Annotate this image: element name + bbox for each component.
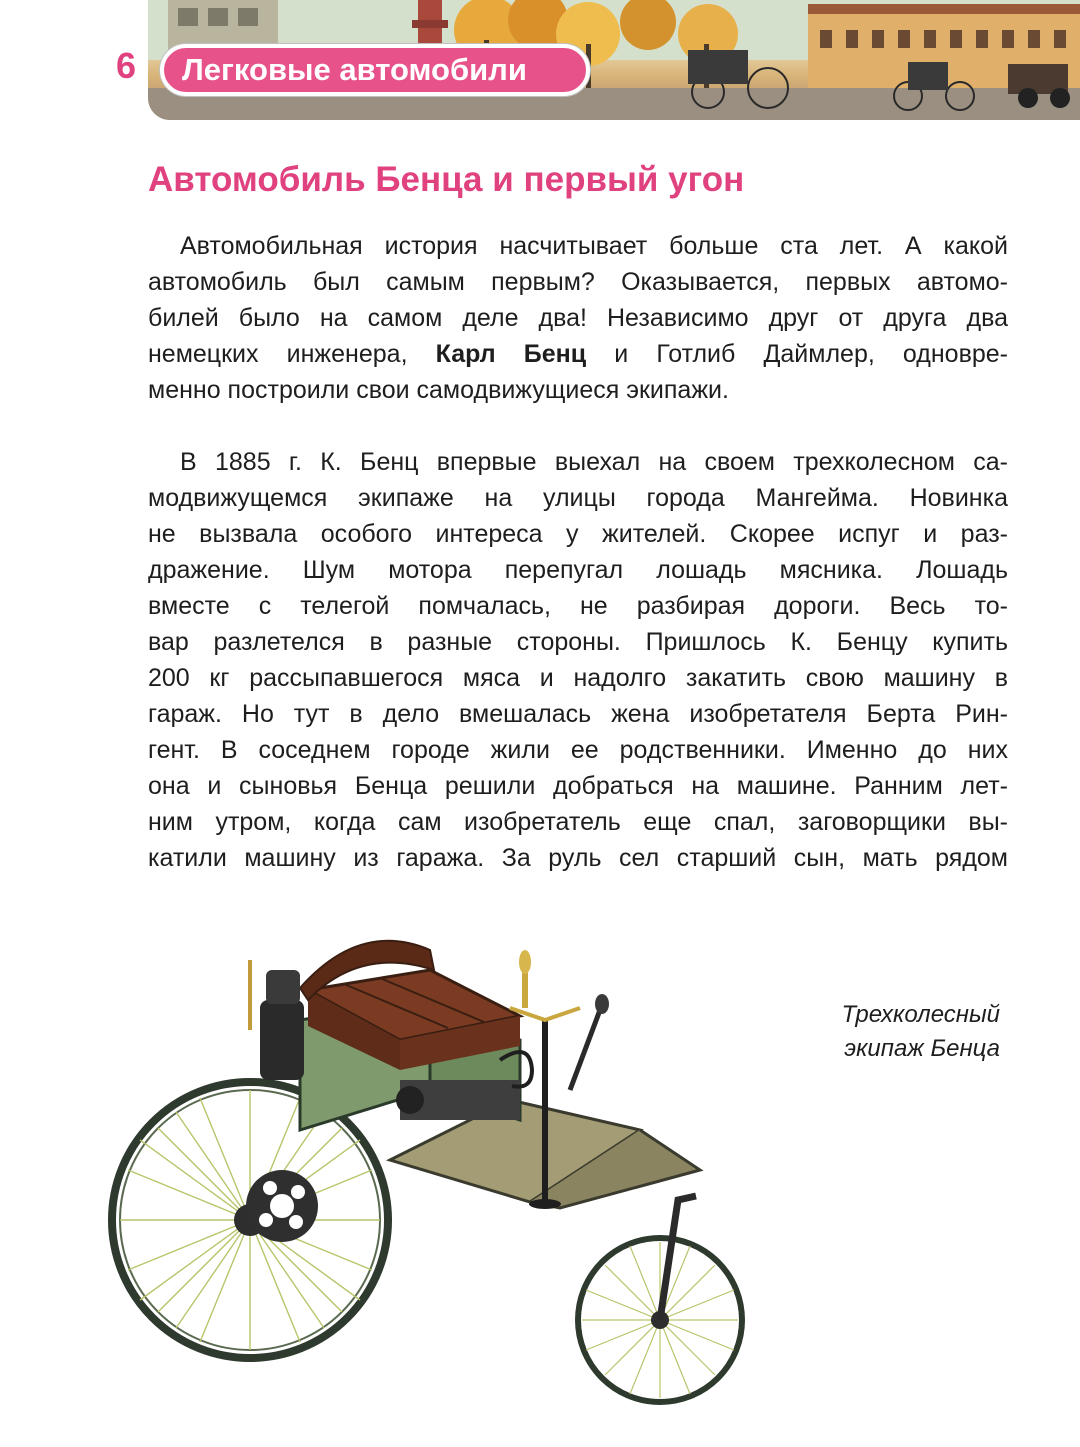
text-line: вместе с телегой помчалась, не разбирая дороги. Весь то- [148, 592, 1008, 620]
text-line: не вызвала особого интереса у жителей. Скорее испуг и раз- [148, 520, 1008, 548]
text-line: 200 кг рассыпавшегося мяса и надолго закатить свою машину в [148, 664, 1008, 692]
text-line: модвижущемся экипаже на улицы города Мангейма. Новинка [148, 484, 1008, 512]
article-title: Автомобиль Бенца и первый угон [148, 160, 745, 199]
tricycle-car-drawing [100, 930, 800, 1430]
text-line: гараж. Но тут в дело вмешалась жена изобретателя Берта Рин- [148, 700, 1008, 728]
benz-motorwagen-illustration [100, 930, 800, 1430]
text-line: гент. В соседнем городе жили ее родственники. Именно до них [148, 736, 1008, 764]
text-line: менно построили свои самодвижущиеся экипажи. [148, 376, 729, 404]
text-line: вар разлетелся в разные стороны. Пришлось К. Бенцу купить [148, 628, 1008, 656]
figure-caption [780, 998, 1000, 1066]
text-line: она и сыновья Бенца решили добраться на машине. Ранним лет- [148, 772, 1008, 800]
text-line: Автомобильная история насчитывает больше ста лет. А какой [180, 232, 1008, 260]
text-line: дражение. Шум мотора перепугал лошадь мясника. Лошадь [148, 556, 1008, 584]
paragraph-story [148, 444, 1008, 876]
caption-line: экипаж Бенца [844, 1035, 1000, 1062]
text-line: В 1885 г. К. Бенц впервые выехал на своем трехколесном са- [180, 448, 1008, 476]
text-line: билей было на самом деле два! Независимо друг от друга два [148, 304, 1008, 332]
caption-line: Трехколесный [841, 1001, 1000, 1028]
paragraph-intro [148, 228, 1008, 408]
bold-name: Карл Бенц [435, 340, 587, 368]
text-line: автомобиль был самым первым? Оказывается, первых автомо- [148, 268, 1008, 296]
section-title-badge: Легковые автомобили [160, 44, 590, 96]
page-number: 6 [116, 45, 137, 86]
text-line: катили машину из гаража. За руль сел старший сын, мать рядом [148, 844, 1008, 872]
text-line: ним утром, когда сам изобретатель еще спал, заговорщики вы- [148, 808, 1008, 836]
text-line: немецких инженера, Карл Бенц и Готлиб Даймлер, одновре- [148, 340, 1008, 368]
